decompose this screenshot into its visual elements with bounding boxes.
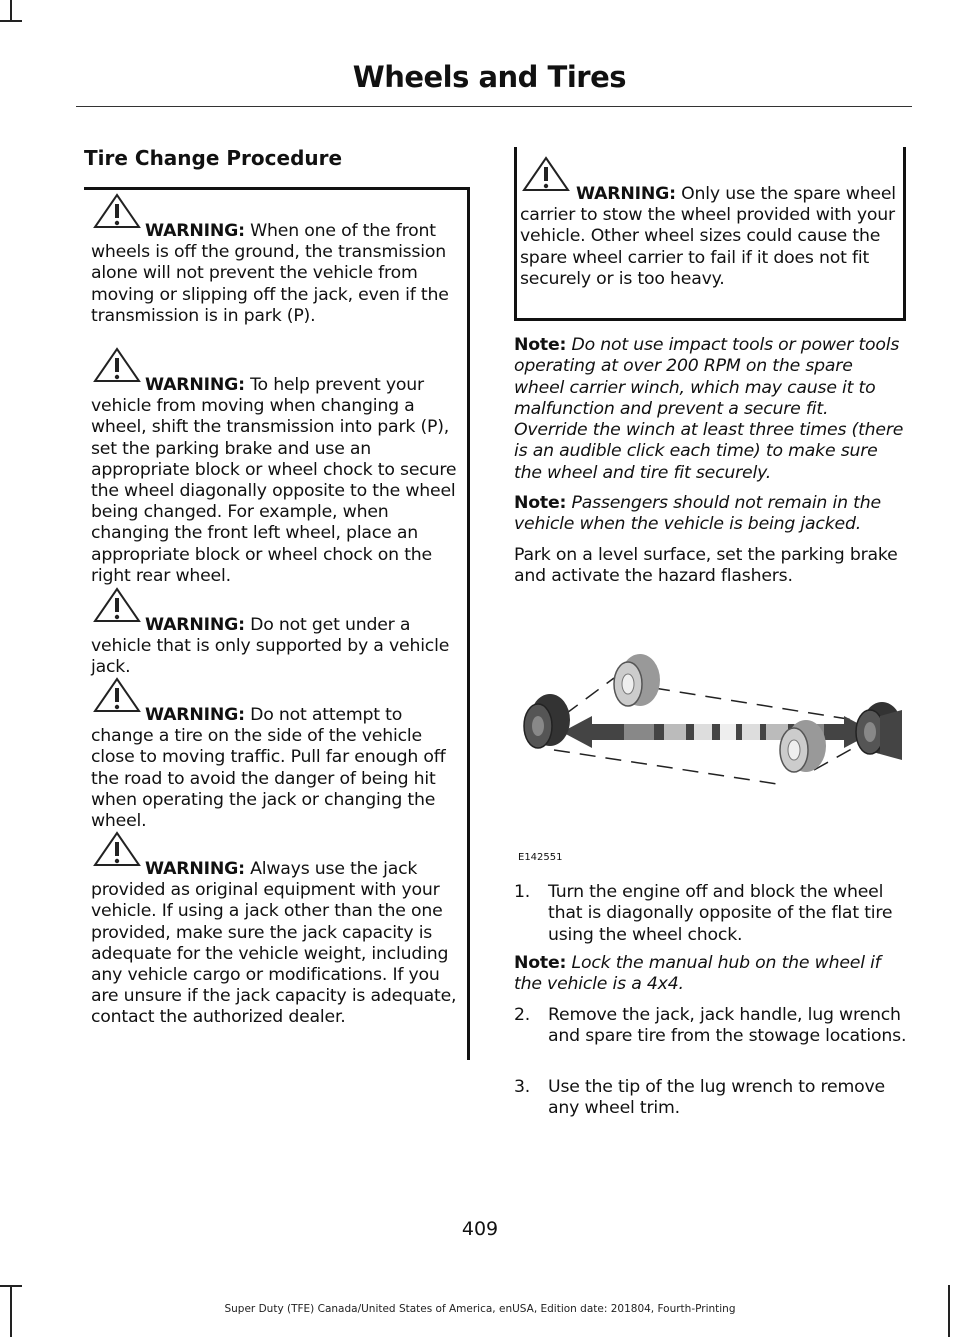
warning-text: Always use the jack provided as original equipment with your vehicle. If using a jack other than the one provided, make sure the jack capacity is adequate for the vehicle weight, including any vehicle cargo or modifications. If you are unsure if the jack capacity is adequate, contact the authorized dealer. — [91, 859, 457, 1028]
note-manual-hub — [514, 953, 906, 996]
crop-mark — [0, 1285, 22, 1287]
warning-text: Do not attempt to change a tire on the side of the vehicle close to moving traffic. Pull far enough off the road to avoid the danger of being hit when operating the jack or changing the wheel. — [91, 705, 446, 832]
note-label: Note: — [514, 493, 567, 513]
step-number: 1. — [514, 882, 531, 902]
section-title: Tire Change Procedure — [84, 146, 343, 170]
note-label: Note: — [514, 335, 567, 355]
figure-id: E142551 — [518, 852, 563, 863]
warning-triangle-icon — [522, 156, 570, 192]
park-instruction: Park on a level surface, set the parking brake and activate the hazard flashers. — [514, 545, 898, 587]
step-3 — [514, 1077, 906, 1121]
wheel-chock-diagram — [514, 620, 906, 870]
warning-triangle-icon — [93, 347, 141, 383]
warning-6 — [520, 184, 898, 290]
tire-rear-left — [524, 694, 570, 748]
step-number: 2. — [514, 1005, 531, 1025]
step-2 — [514, 1005, 906, 1071]
warning-label: WARNING: — [145, 615, 245, 635]
header-divider — [76, 106, 912, 107]
note-text: Passengers should not remain in the vehicle when the vehicle is being jacked. — [514, 493, 881, 535]
step-number: 3. — [514, 1077, 531, 1097]
footer-text: Super Duty (TFE) Canada/United States of America, enUSA, Edition date: 201804, Fourth-Printing — [224, 1303, 736, 1315]
page-number: 409 — [461, 1218, 499, 1240]
step-1 — [514, 882, 906, 948]
warning-4 — [91, 705, 467, 832]
warning-triangle-icon — [93, 831, 141, 867]
warning-text: Only use the spare wheel carrier to stow the wheel provided with your vehicle. Other wheel sizes could cause the spare wheel carrier to fail if it does not fit securely or is too heavy. — [520, 184, 896, 289]
warning-3 — [91, 615, 467, 679]
warning-text: When one of the front wheels is off the ground, the transmission alone will not prevent the vehicle from moving or slipping off the jack, even if the transmission is in park (P). — [91, 221, 449, 326]
step-text: Remove the jack, jack handle, lug wrench and spare tire from the stowage locations. — [548, 1005, 907, 1047]
tire-front-right — [856, 702, 902, 760]
warning-label: WARNING: — [145, 705, 245, 725]
warning-label: WARNING: — [145, 375, 245, 395]
warning-text: Do not get under a vehicle that is only supported by a vehicle jack. — [91, 615, 450, 678]
note-text: Do not use impact tools or power tools operating at over 200 RPM on the spare wheel carrier winch, which may cause it to malfunction and prevent a secure fit. Override the winch at least three times (there is an audible click each time) to make sure the wheel and tire fit securely. — [514, 335, 904, 483]
step-text: Use the tip of the lug wrench to remove any wheel trim. — [548, 1077, 885, 1119]
crop-mark — [0, 20, 22, 22]
warning-label: WARNING: — [576, 184, 676, 204]
step-text: Turn the engine off and block the wheel that is diagonally opposite of the flat tire using the wheel chock. — [548, 882, 893, 945]
warning-text: To help prevent your vehicle from moving when changing a wheel, shift the transmission into park (P), set the parking brake and use an appropriate block or wheel chock to secure the wheel diagonally opposite to the wheel being changed. For example, when changing the front left wheel, place an appropriate block or wheel chock on the right rear wheel. — [91, 375, 457, 586]
warning-triangle-icon — [93, 587, 141, 623]
crop-mark — [10, 0, 12, 22]
note-impact-tools — [514, 335, 906, 484]
page-title: Wheels and Tires — [352, 60, 626, 94]
tire-front-left — [614, 654, 660, 706]
warning-triangle-icon — [93, 677, 141, 713]
warning-1 — [91, 221, 467, 327]
note-text: Lock the manual hub on the wheel if the vehicle is a 4x4. — [514, 953, 881, 995]
warning-triangle-icon — [93, 193, 141, 229]
warning-label: WARNING: — [145, 859, 245, 879]
warning-label: WARNING: — [145, 221, 245, 241]
note-passengers — [514, 493, 906, 536]
warning-2 — [91, 375, 467, 587]
warning-5 — [91, 859, 467, 1029]
note-label: Note: — [514, 953, 567, 973]
